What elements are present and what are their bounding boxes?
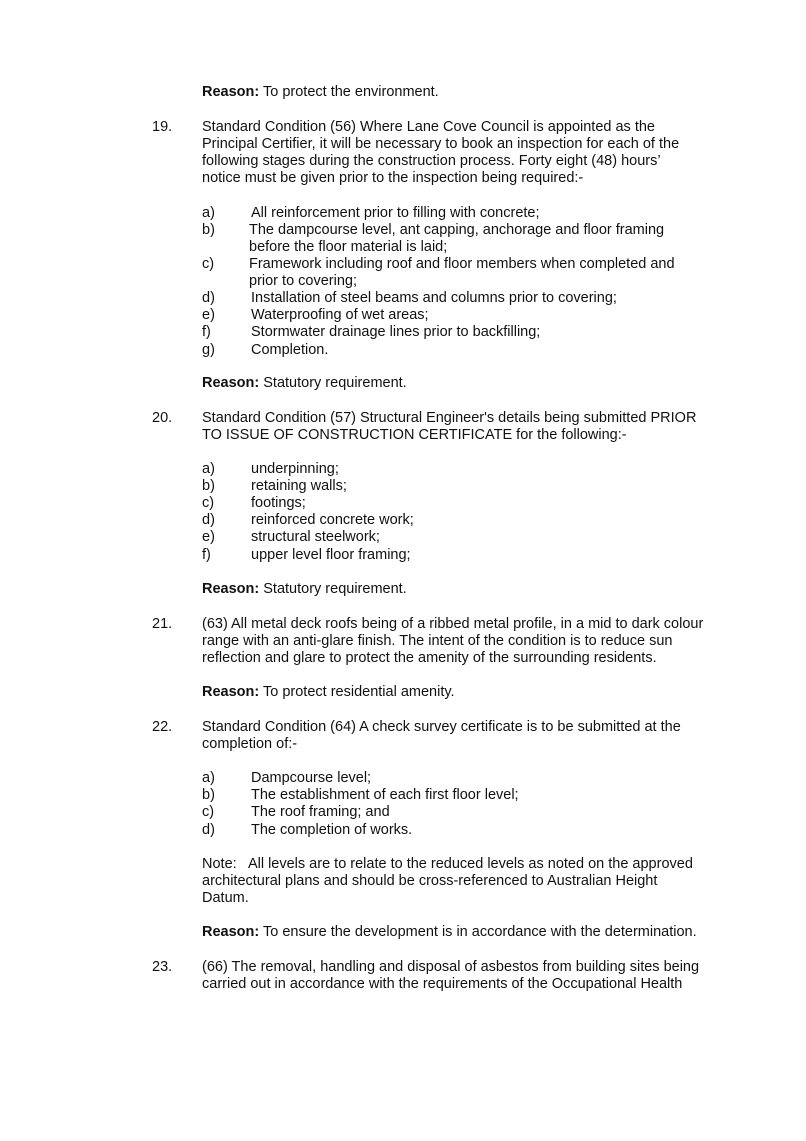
list-item-letter: b)	[202, 478, 215, 494]
reason-text: Statutory requirement.	[263, 581, 407, 597]
condition-text-line: completion of:-	[202, 736, 298, 752]
list-item-text: retaining walls;	[251, 478, 347, 494]
list-item-text: Dampcourse level;	[251, 770, 372, 786]
list-item-letter: f)	[202, 324, 211, 340]
reason-label: Reason:	[202, 84, 260, 100]
list-item-text: All reinforcement prior to filling with concrete;	[251, 205, 540, 221]
list-item-text: The roof framing; and	[251, 804, 390, 820]
condition-text-line: Standard Condition (64) A check survey certificate is to be submitted at the	[202, 719, 681, 735]
list-item-text: Installation of steel beams and columns prior to covering;	[251, 290, 617, 306]
condition-text-line: following stages during the construction process. Forty eight (48) hours’	[202, 153, 661, 169]
list-item-text: upper level floor framing;	[251, 547, 411, 563]
condition-number: 23.	[152, 959, 173, 975]
list-item-letter: d)	[202, 512, 215, 528]
list-item-text: The establishment of each first floor level;	[251, 787, 519, 803]
note-line: architectural plans and should be cross-referenced to Australian Height	[202, 873, 658, 889]
reason-text: To ensure the development is in accordance with the determination.	[263, 924, 697, 940]
reason-label: Reason:	[202, 375, 260, 391]
list-item-text: The completion of works.	[251, 822, 413, 838]
condition-number: 22.	[152, 719, 173, 735]
reason-line	[202, 924, 697, 941]
condition-text-line: TO ISSUE OF CONSTRUCTION CERTIFICATE for the following:-	[202, 427, 627, 443]
list-item-letter: c)	[202, 495, 215, 511]
list-item-letter: d)	[202, 822, 215, 838]
condition-text-line: Standard Condition (57) Structural Engineer's details being submitted PRIOR	[202, 410, 697, 426]
list-item-text: structural steelwork;	[251, 529, 380, 545]
note-line: Note: All levels are to relate to the reduced levels as noted on the approved	[202, 856, 693, 872]
condition-text-line: (63) All metal deck roofs being of a ribbed metal profile, in a mid to dark colour	[202, 616, 704, 632]
condition-number: 20.	[152, 410, 173, 426]
list-item-letter: b)	[202, 222, 215, 238]
list-item-text: Waterproofing of wet areas;	[251, 307, 429, 323]
list-item-letter: b)	[202, 787, 215, 803]
list-item-letter: f)	[202, 547, 211, 563]
list-item-text: before the floor material is laid;	[249, 239, 448, 255]
condition-number: 19.	[152, 119, 173, 135]
list-item-text: footings;	[251, 495, 306, 511]
list-item-letter: a)	[202, 770, 215, 786]
reason-line	[202, 581, 407, 598]
condition-text-line: notice must be given prior to the inspection being required:-	[202, 170, 584, 186]
reason-label: Reason:	[202, 684, 260, 700]
list-item-letter: d)	[202, 290, 215, 306]
list-item-text: prior to covering;	[249, 273, 357, 289]
reason-text: To protect residential amenity.	[263, 684, 455, 700]
note-line: Datum.	[202, 890, 249, 906]
list-item-text: Framework including roof and floor members when completed and	[249, 256, 675, 272]
list-item-text: Completion.	[251, 342, 329, 358]
list-item-letter: a)	[202, 205, 215, 221]
list-item-letter: e)	[202, 529, 215, 545]
reason-line	[202, 84, 439, 101]
condition-text-line: carried out in accordance with the requirements of the Occupational Health	[202, 976, 683, 992]
list-item-letter: e)	[202, 307, 215, 323]
reason-label: Reason:	[202, 924, 260, 940]
list-item-text: reinforced concrete work;	[251, 512, 414, 528]
reason-line	[202, 684, 455, 701]
list-item-letter: c)	[202, 256, 215, 272]
list-item-text: Stormwater drainage lines prior to backfilling;	[251, 324, 541, 340]
condition-text-line: Standard Condition (56) Where Lane Cove Council is appointed as the	[202, 119, 655, 135]
list-item-letter: c)	[202, 804, 215, 820]
condition-number: 21.	[152, 616, 173, 632]
list-item-letter: g)	[202, 342, 215, 358]
condition-text-line: reflection and glare to protect the amenity of the surrounding residents.	[202, 650, 657, 666]
reason-text: Statutory requirement.	[263, 375, 407, 391]
reason-label: Reason:	[202, 581, 260, 597]
reason-text: To protect the environment.	[263, 84, 439, 100]
list-item-text: The dampcourse level, ant capping, anchorage and floor framing	[249, 222, 665, 238]
reason-line	[202, 375, 407, 392]
condition-text-line: range with an anti-glare finish. The intent of the condition is to reduce sun	[202, 633, 673, 649]
condition-text-line: (66) The removal, handling and disposal of asbestos from building sites being	[202, 959, 700, 975]
list-item-letter: a)	[202, 461, 215, 477]
list-item-text: underpinning;	[251, 461, 339, 477]
condition-text-line: Principal Certifier, it will be necessary to book an inspection for each of the	[202, 136, 680, 152]
